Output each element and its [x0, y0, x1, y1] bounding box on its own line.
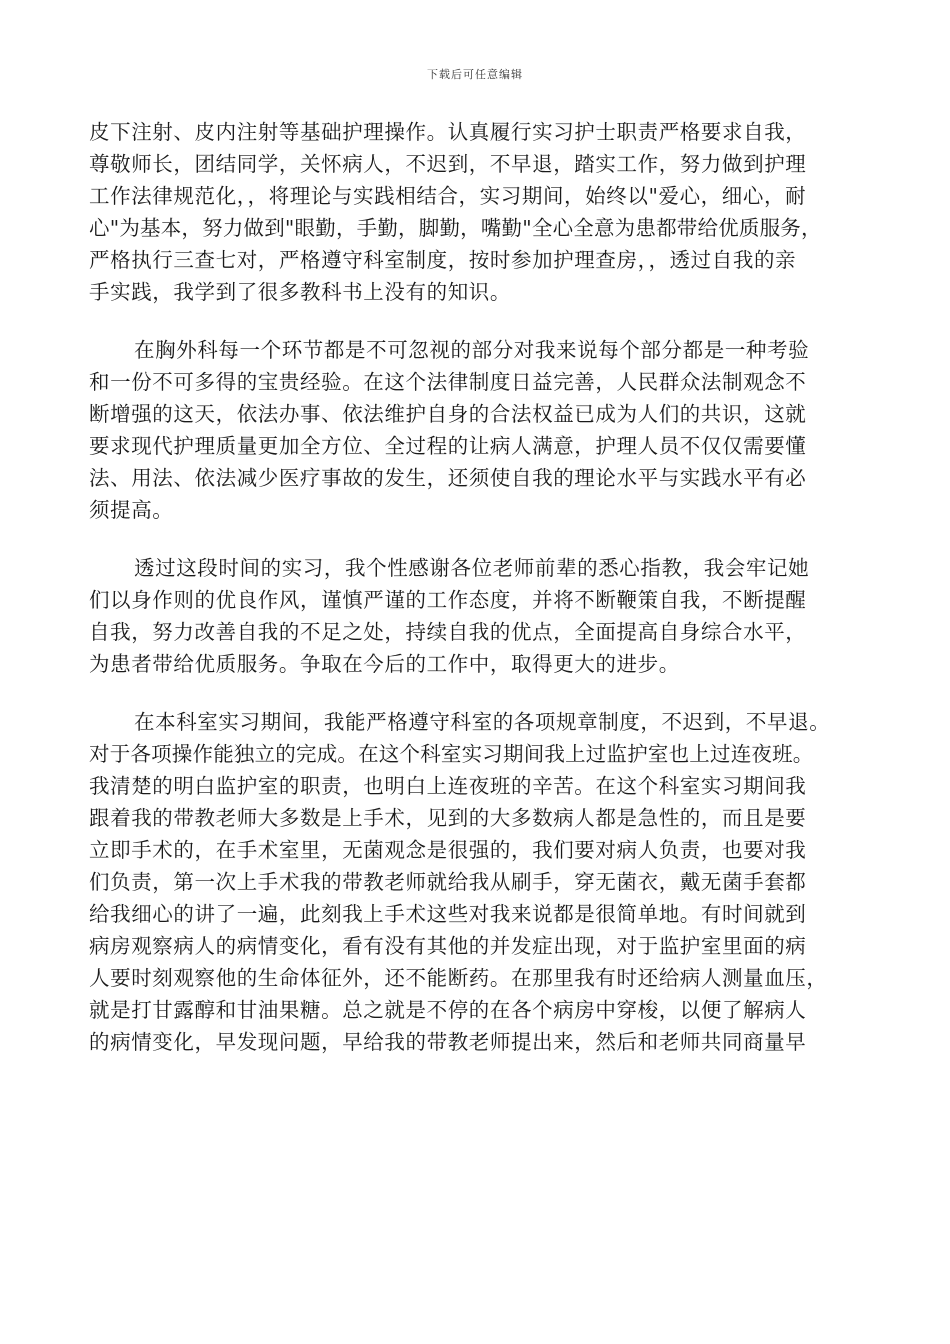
- paragraph-line: 给我细心的讲了一遍，此刻我上手术这些对我来说都是很简单地。有时间就到: [89, 902, 807, 926]
- paragraph-line: 心"为基本，努力做到"眼勤，手勤，脚勤，嘴勤"全心全意为患都带给优质服务，: [89, 216, 822, 240]
- paragraph-line: 自我，努力改善自我的不足之处，持续自我的优点，全面提高自身综合水平，: [89, 620, 807, 644]
- paragraph-line: 手实践，我学到了很多教科书上没有的知识。: [89, 280, 511, 304]
- paragraph-3: [89, 552, 869, 680]
- paragraph-line: 为患者带给优质服务。争取在今后的工作中，取得更大的进步。: [89, 652, 680, 676]
- paragraph-line: 在本科室实习期间，我能严格遵守科室的各项规章制度，不迟到，不早退。: [134, 710, 831, 734]
- paragraph-line: 尊敬师长，团结同学，关怀病人，不迟到，不早退，踏实工作，努力做到护理: [89, 152, 807, 176]
- paragraph-line: 法、用法、依法减少医疗事故的发生，还须使自我的理论水平与实践水平有必: [89, 466, 807, 490]
- paragraph-line: 和一份不可多得的宝贵经验。在这个法律制度日益完善，人民群众法制观念不: [89, 370, 807, 394]
- paragraph-line: 立即手术的，在手术室里，无菌观念是很强的，我们要对病人负责，也要对我: [89, 838, 807, 862]
- page-header: 下载后可任意编辑: [427, 68, 523, 81]
- paragraph-line: 严格执行三查七对，严格遵守科室制度，按时参加护理查房，，透过自我的亲: [89, 248, 797, 272]
- paragraph-line: 皮下注射、皮内注射等基础护理操作。认真履行实习护士职责严格要求自我，: [89, 120, 807, 144]
- paragraph-line: 们负责，第一次上手术我的带教老师就给我从刷手，穿无菌衣，戴无菌手套都: [89, 870, 807, 894]
- paragraph-line: 透过这段时间的实习，我个性感谢各位老师前辈的悉心指教，我会牢记她: [134, 556, 810, 580]
- paragraph-line: 在胸外科每一个环节都是不可忽视的部分对我来说每个部分都是一种考验: [134, 338, 810, 362]
- paragraph-line: 病房观察病人的病情变化，看有没有其他的并发症出现，对于监护室里面的病: [89, 934, 807, 958]
- paragraph-line: 断增强的这天，依法办事、依法维护自身的合法权益已成为人们的共识，这就: [89, 402, 807, 426]
- paragraph-2: [89, 334, 869, 526]
- paragraph-line: 人要时刻观察他的生命体征外，还不能断药。在那里我有时还给病人测量血压，: [89, 966, 828, 990]
- paragraph-line: 须提高。: [89, 498, 174, 522]
- paragraph-line: 对于各项操作能独立的完成。在这个科室实习期间我上过监护室也上过连夜班。: [89, 742, 814, 766]
- paragraph-line: 们以身作则的优良作风，谨慎严谨的工作态度，并将不断鞭策自我，不断提醒: [89, 588, 807, 612]
- paragraph-4: [89, 706, 869, 1058]
- paragraph-1: [89, 116, 869, 308]
- paragraph-line: 的病情变化，早发现问题，早给我的带教老师提出来，然后和老师共同商量早: [89, 1030, 807, 1054]
- paragraph-line: 工作法律规范化，，将理论与实践相结合，实习期间，始终以"爱心，细心，耐: [89, 184, 807, 208]
- document-body: [89, 116, 869, 1084]
- paragraph-line: 要求现代护理质量更加全方位、全过程的让病人满意，护理人员不仅仅需要懂: [89, 434, 807, 458]
- paragraph-line: 我清楚的明白监护室的职责，也明白上连夜班的辛苦。在这个科室实习期间我: [89, 774, 807, 798]
- paragraph-line: 就是打甘露醇和甘油果糖。总之就是不停的在各个病房中穿梭，以便了解病人: [89, 998, 807, 1022]
- paragraph-line: 跟着我的带教老师大多数是上手术，见到的大多数病人都是急性的，而且是要: [89, 806, 807, 830]
